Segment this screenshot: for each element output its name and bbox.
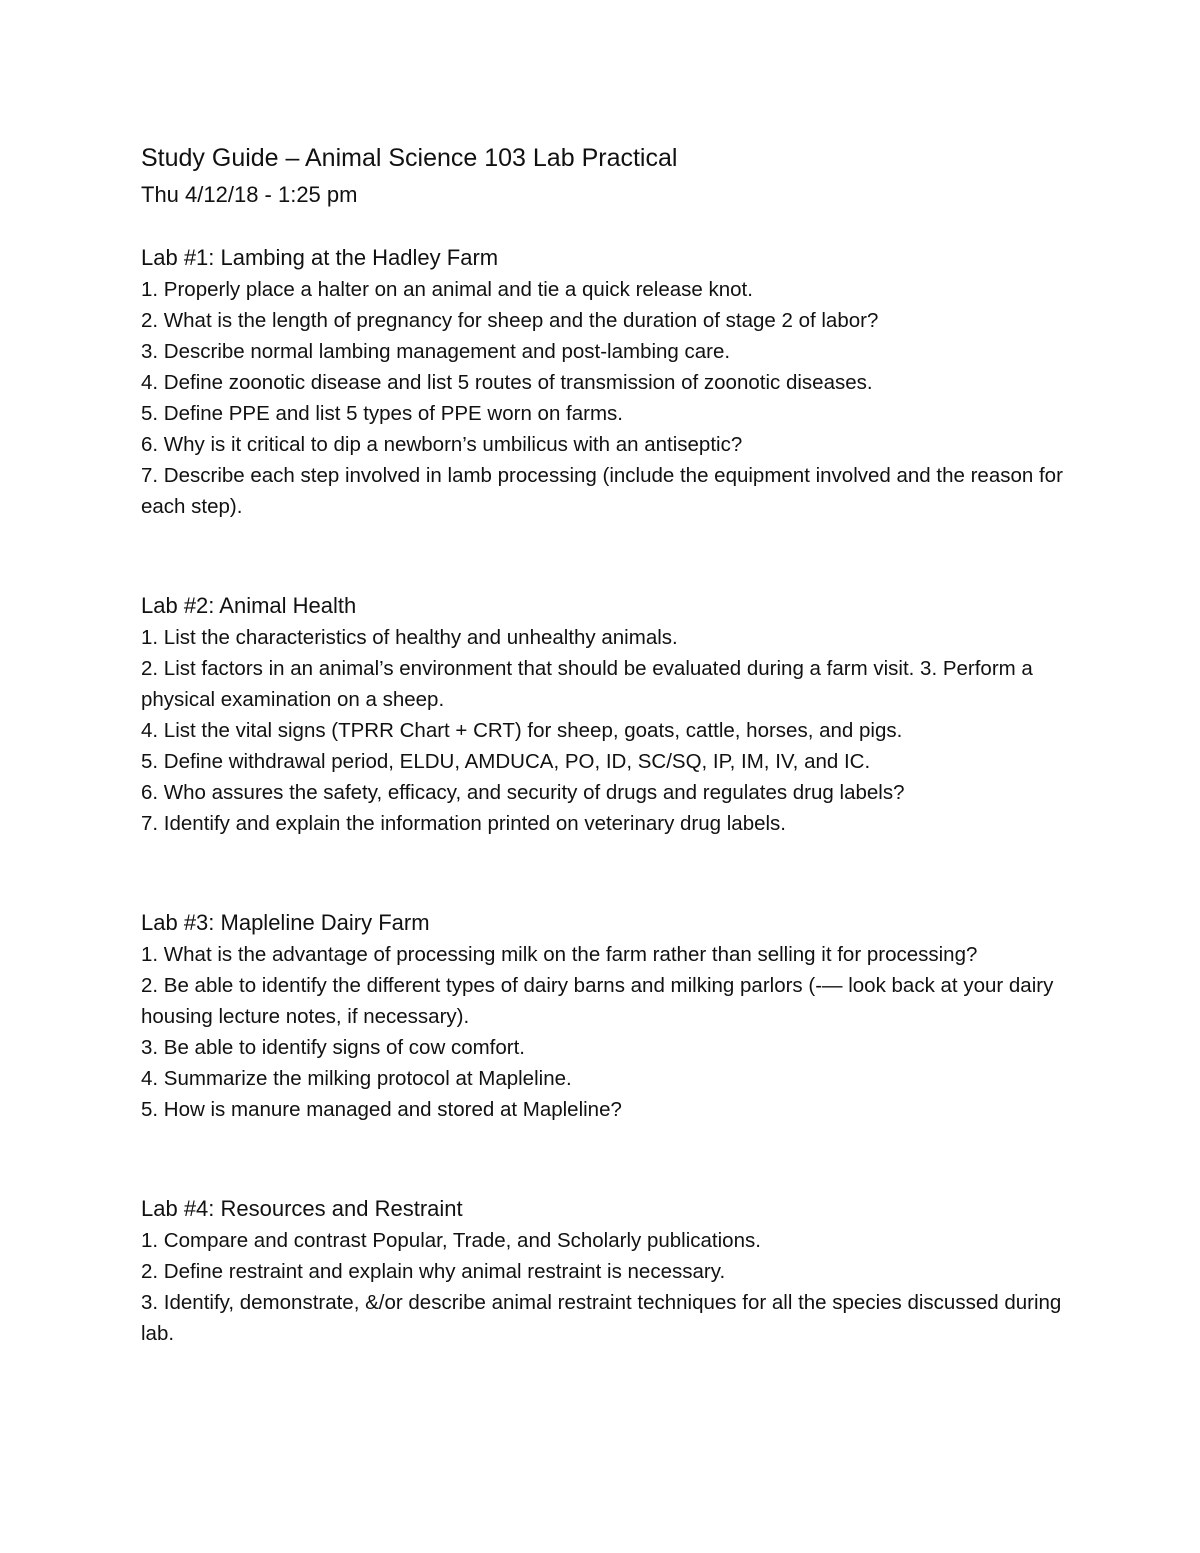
list-item: 3. Identify, demonstrate, &/or describe animal restraint techniques for all the species discussed during lab. — [141, 1291, 1062, 1345]
section-lab-1 — [141, 242, 1071, 522]
list-item: 6. Why is it critical to dip a newborn’s umbilicus with an antiseptic? — [141, 433, 743, 456]
list-item: 2. Be able to identify the different types of dairy barns and milking parlors (-— look back at your dairy housing lecture notes, if necessary). — [141, 974, 1054, 1028]
list-item: 3. Describe normal lambing management and post-lambing care. — [141, 340, 731, 363]
section-lab-3 — [141, 907, 1071, 1125]
list-item: 5. Define withdrawal period, ELDU, AMDUCA, PO, ID, SC/SQ, IP, IM, IV, and IC. — [141, 750, 871, 773]
section-spacer — [141, 839, 1071, 907]
question-list — [141, 622, 1071, 839]
question-list — [141, 939, 1071, 1125]
document-datetime: Thu 4/12/18 - 1:25 pm — [141, 182, 358, 207]
list-item: 5. Define PPE and list 5 types of PPE worn on farms. — [141, 402, 623, 425]
list-item: 6. Who assures the safety, efficacy, and security of drugs and regulates drug labels? — [141, 781, 905, 804]
list-item: 7. Describe each step involved in lamb processing (include the equipment involved and the reason for each step). — [141, 464, 1063, 518]
section-spacer — [141, 522, 1071, 590]
list-item: 4. Summarize the milking protocol at Mapleline. — [141, 1067, 572, 1090]
section-spacer — [141, 1125, 1071, 1193]
list-item: 1. What is the advantage of processing milk on the farm rather than selling it for processing? — [141, 943, 978, 966]
section-heading: Lab #2: Animal Health — [141, 593, 357, 618]
list-item: 1. List the characteristics of healthy and unhealthy animals. — [141, 626, 678, 649]
section-lab-4 — [141, 1193, 1071, 1349]
section-heading: Lab #4: Resources and Restraint — [141, 1196, 463, 1221]
list-item: 1. Compare and contrast Popular, Trade, and Scholarly publications. — [141, 1229, 761, 1252]
list-item: 3. Be able to identify signs of cow comfort. — [141, 1036, 525, 1059]
section-heading: Lab #1: Lambing at the Hadley Farm — [141, 245, 499, 270]
list-item: 2. List factors in an animal’s environment that should be evaluated during a farm visit. 3. Perform a physical examination on a sheep. — [141, 657, 1033, 711]
list-item: 5. How is manure managed and stored at Mapleline? — [141, 1098, 622, 1121]
document-title: Study Guide – Animal Science 103 Lab Practical — [141, 144, 678, 172]
document-page — [141, 138, 1071, 1349]
section-lab-2 — [141, 590, 1071, 839]
section-heading: Lab #3: Mapleline Dairy Farm — [141, 910, 430, 935]
list-item: 7. Identify and explain the information printed on veterinary drug labels. — [141, 812, 786, 835]
list-item: 4. Define zoonotic disease and list 5 routes of transmission of zoonotic diseases. — [141, 371, 873, 394]
list-item: 2. What is the length of pregnancy for sheep and the duration of stage 2 of labor? — [141, 309, 879, 332]
list-item: 1. Properly place a halter on an animal and tie a quick release knot. — [141, 278, 753, 301]
list-item: 2. Define restraint and explain why animal restraint is necessary. — [141, 1260, 726, 1283]
question-list — [141, 274, 1071, 522]
list-item: 4. List the vital signs (TPRR Chart + CRT) for sheep, goats, cattle, horses, and pigs. — [141, 719, 903, 742]
question-list — [141, 1225, 1071, 1349]
